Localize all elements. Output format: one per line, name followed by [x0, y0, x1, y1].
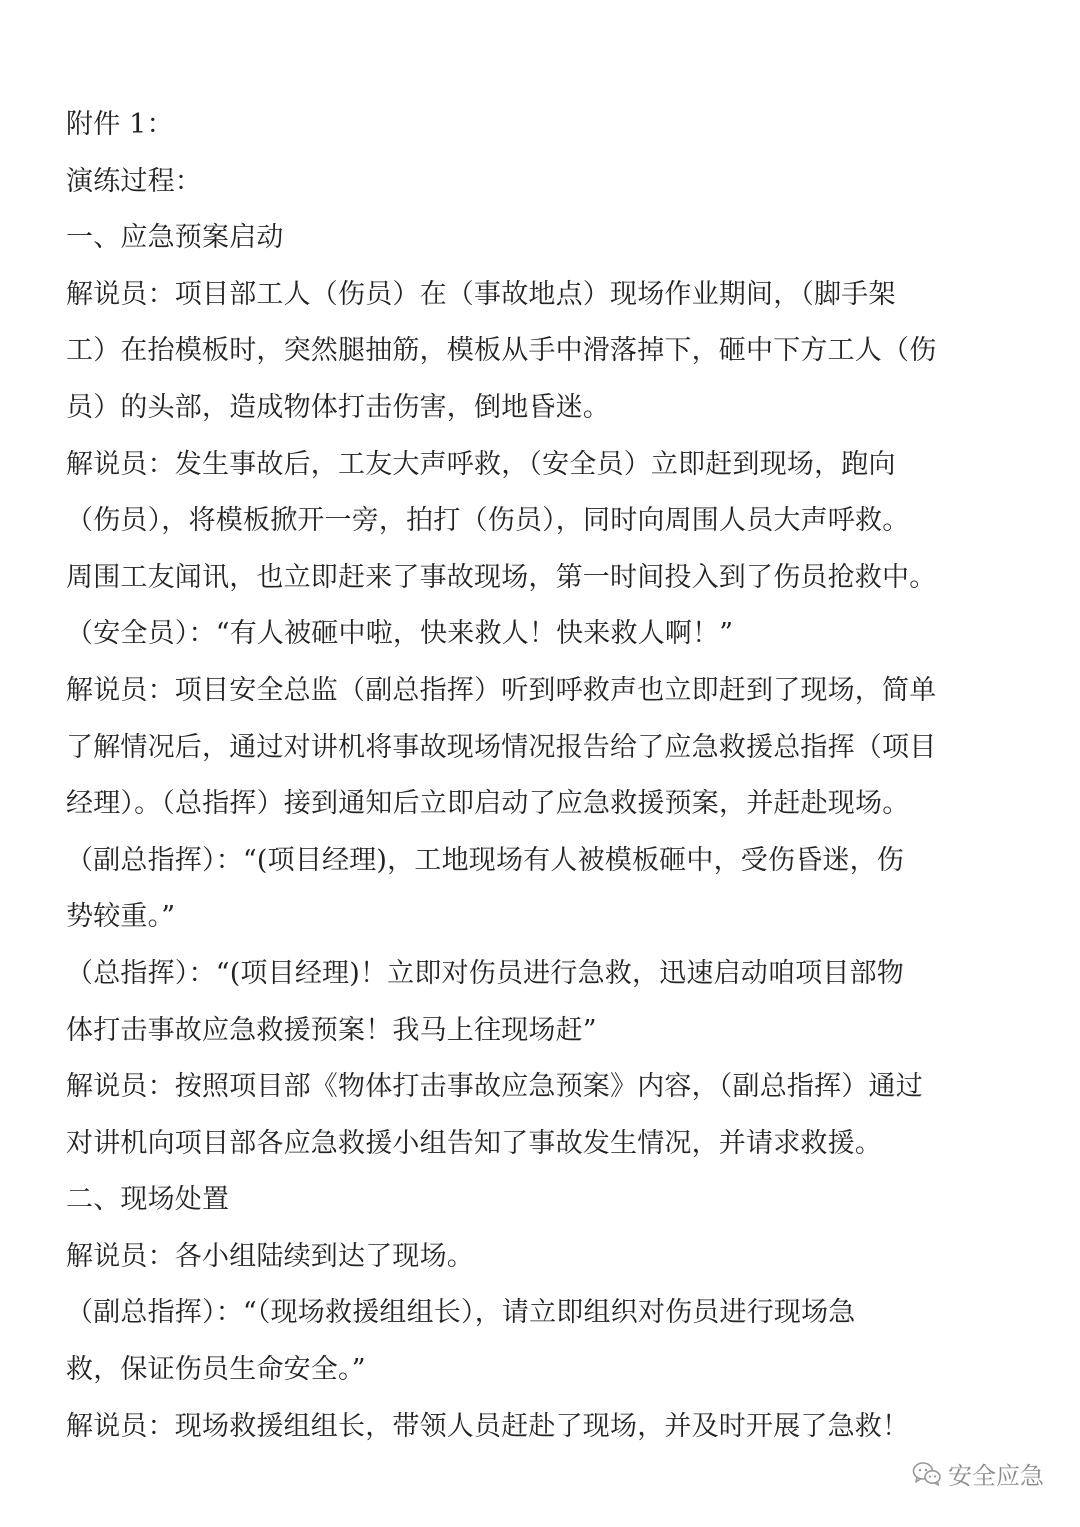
text-line: 了解情况后，通过对讲机将事故现场情况报告给了应急救援总指挥（项目 — [66, 731, 937, 763]
text-line: （安全员）：“有人被砸中啦，快来救人！快来救人啊！” — [66, 618, 734, 650]
watermark — [912, 1456, 1044, 1491]
text-line: 解说员：发生事故后，工友大声呼救，（安全员）立即赶到现场，跑向 — [66, 448, 896, 480]
text-line: （总指挥）：“(项目经理)！立即对伤员进行急救，迅速启动咱项目部物 — [66, 957, 904, 989]
text-line: 解说员：按照项目部《物体打击事故应急预案》内容，（副总指挥）通过 — [66, 1071, 923, 1103]
text-line: 解说员：项目部工人（伤员）在（事故地点）现场作业期间，（脚手架 — [66, 278, 896, 310]
wechat-icon — [912, 1461, 942, 1487]
text-line: 救，保证伤员生命安全。” — [66, 1354, 366, 1386]
text-line: 解说员：各小组陆续到达了现场。 — [66, 1240, 474, 1272]
text-line: 经理）。（总指挥）接到通知后立即启动了应急救援预案，并赶赴现场。 — [66, 788, 910, 820]
text-line: 对讲机向项目部各应急救援小组告知了事故发生情况，并请求救援。 — [66, 1127, 882, 1159]
text-line: 附件 1： — [66, 109, 174, 140]
watermark-text: 安全应急 — [948, 1462, 1044, 1490]
text-line: 员）的头部，造成物体打击伤害，倒地昏迷。 — [66, 391, 610, 423]
section-heading: 一、应急预案启动 — [66, 222, 284, 254]
text-line: （伤员），将模板掀开一旁，拍打（伤员），同时向周围人员大声呼救。 — [66, 505, 910, 537]
text-line: 体打击事故应急救援预案！我马上往现场赶” — [66, 1014, 597, 1046]
text-line: 解说员：项目安全总监（副总指挥）听到呼救声也立即赶到了现场，简单 — [66, 674, 937, 706]
text-line: 工）在抬模板时，突然腿抽筋，模板从手中滑落掉下，砸中下方工人（伤 — [66, 335, 937, 367]
text-line: 势较重。” — [66, 901, 176, 933]
text-line: 解说员：现场救援组组长，带领人员赶赴了现场，并及时开展了急救！ — [66, 1410, 910, 1442]
section-heading: 二、现场处置 — [66, 1184, 230, 1216]
text-line: 周围工友闻讯，也立即赶来了事故现场，第一时间投入到了伤员抢救中。 — [66, 561, 937, 593]
document-body — [66, 97, 1010, 1455]
text-line: 演练过程： — [66, 165, 202, 197]
text-line: （副总指挥）：“（现场救援组组长），请立即组织对伤员进行现场急 — [66, 1297, 856, 1329]
text-line: （副总指挥）：“(项目经理)，工地现场有人被模板砸中，受伤昏迷，伤 — [66, 844, 904, 876]
